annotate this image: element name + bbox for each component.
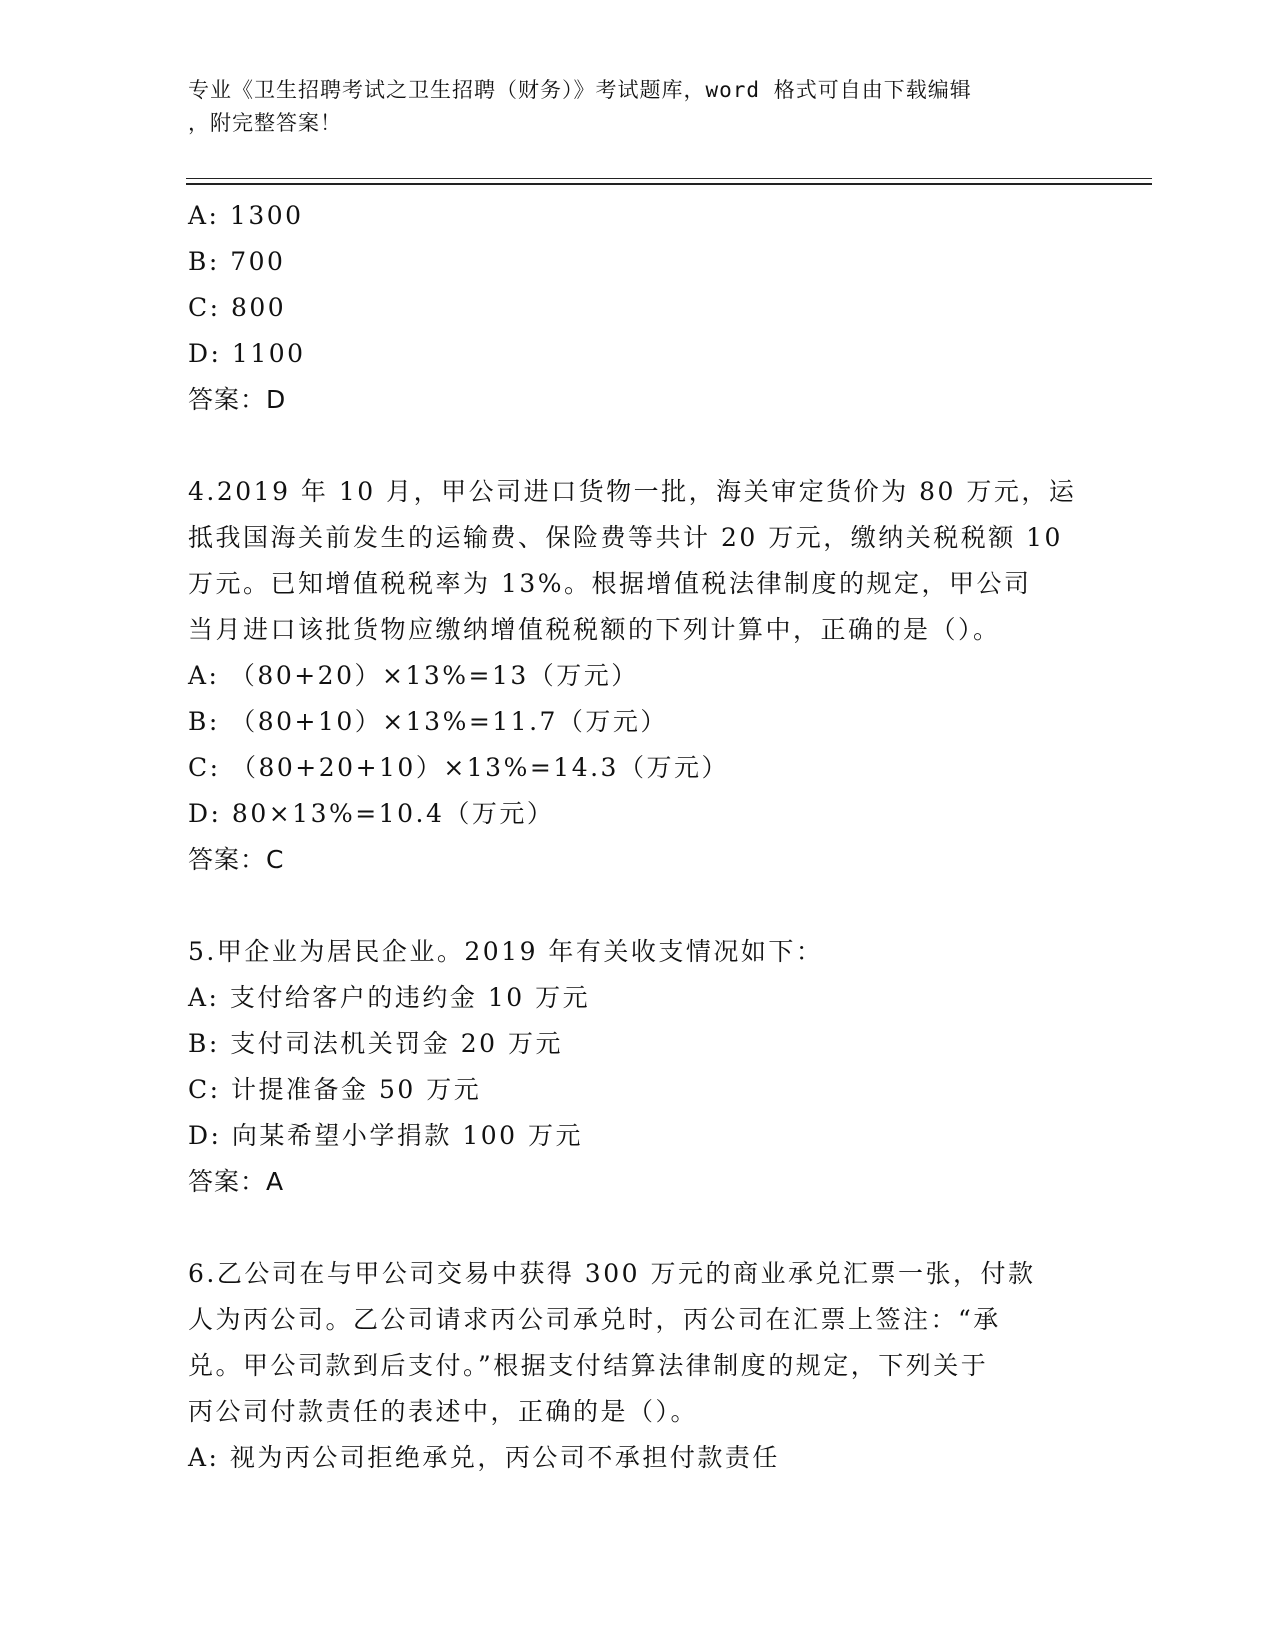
question-5: [188, 929, 1088, 1205]
question-stem-line: 4.2019 年 10 月，甲公司进口货物一批，海关审定货价为 80 万元，运: [188, 477, 1077, 506]
question-stem-line: 当月进口该批货物应缴纳增值税税额的下列计算中，正确的是（）。: [188, 615, 1001, 644]
header-line-1: 专业《卫生招聘考试之卫生招聘（财务）》考试题库，word 格式可自由下载编辑: [188, 78, 972, 102]
question-6: [188, 1251, 1088, 1481]
answer: 答案：A: [188, 1167, 285, 1196]
option-b: B: （80+10）×13%=11.7（万元）: [188, 707, 668, 736]
option-c: C: （80+20+10）×13%=14.3（万元）: [188, 753, 729, 782]
option-d: D: 80×13%=10.4（万元）: [188, 799, 555, 828]
option-a: A: 支付给客户的违约金 10 万元: [188, 983, 591, 1012]
option-d: D: 1100: [188, 339, 306, 368]
document-header: [188, 74, 1068, 140]
header-line-2: ，附完整答案！: [188, 111, 342, 135]
header-divider-top: [186, 178, 1152, 179]
question-stem-line: 丙公司付款责任的表述中，正确的是（）。: [188, 1397, 699, 1426]
spacer: [188, 883, 1088, 929]
question-content: [188, 193, 1088, 1481]
option-c: C: 800: [188, 293, 287, 322]
option-c: C: 计提准备金 50 万元: [188, 1075, 482, 1104]
spacer: [188, 423, 1088, 469]
question-stem-line: 抵我国海关前发生的运输费、保险费等共计 20 万元，缴纳关税税额 10: [188, 523, 1063, 552]
question-stem-line: 万元。已知增值税税率为 13%。根据增值税法律制度的规定，甲公司: [188, 569, 1032, 598]
option-b: B: 支付司法机关罚金 20 万元: [188, 1029, 563, 1058]
option-d: D: 向某希望小学捐款 100 万元: [188, 1121, 584, 1150]
question-stem-line: 5.甲企业为居民企业。2019 年有关收支情况如下：: [188, 937, 824, 966]
option-a: A: 1300: [188, 201, 304, 230]
answer: 答案：C: [188, 845, 285, 874]
option-b: B: 700: [188, 247, 286, 276]
spacer: [188, 1205, 1088, 1251]
question-stem-line: 人为丙公司。乙公司请求丙公司承兑时，丙公司在汇票上签注：“承: [188, 1305, 1001, 1334]
question-stem-line: 兑。甲公司款到后支付。”根据支付结算法律制度的规定，下列关于: [188, 1351, 989, 1380]
question-3: [188, 193, 1088, 423]
answer: 答案：D: [188, 385, 287, 414]
option-a: A: （80+20）×13%=13（万元）: [188, 661, 639, 690]
question-4: [188, 469, 1088, 883]
header-divider-bottom: [186, 183, 1152, 185]
option-a: A: 视为丙公司拒绝承兑，丙公司不承担付款责任: [188, 1443, 780, 1472]
question-stem-line: 6.乙公司在与甲公司交易中获得 300 万元的商业承兑汇票一张，付款: [188, 1259, 1036, 1288]
